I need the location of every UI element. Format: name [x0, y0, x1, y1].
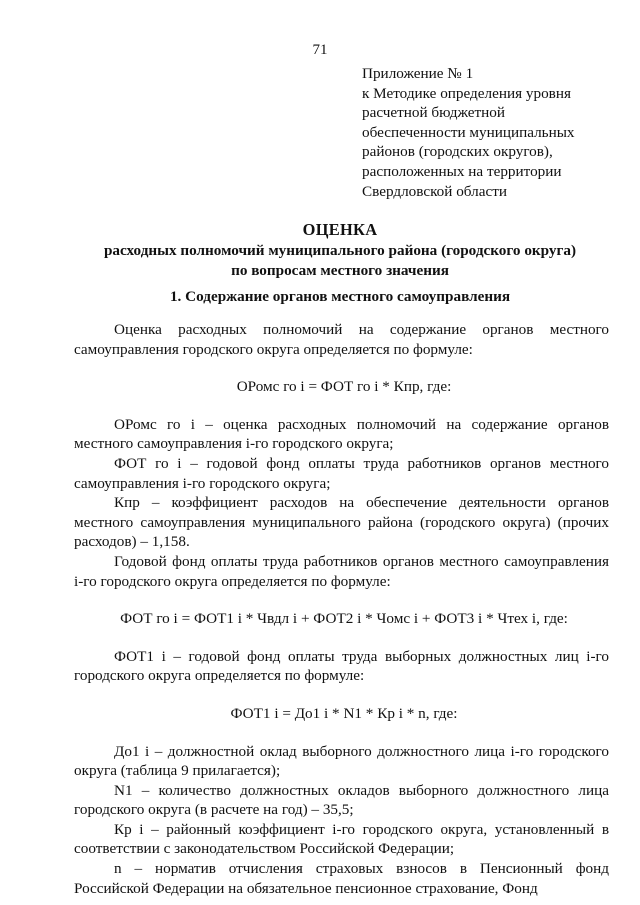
formula-fot: ФОТ го i = ФОТ1 i * Чвдл i + ФОТ2 i * Чомс i + ФОТ3 i * Чтех i, где:: [120, 610, 568, 628]
definition-fot1: ФОТ1 i – годовой фонд оплаты труда выборных должностных лиц i-го городского округа определяется по формуле:: [74, 647, 609, 685]
appendix-line: к Методике определения уровня: [362, 84, 571, 102]
appendix-line: расположенных на территории: [362, 162, 562, 180]
appendix-line: Свердловской области: [362, 182, 507, 200]
document-title: [0, 219, 640, 280]
title-line-2: расходных полномочий муниципального района (городского округа): [103, 242, 577, 259]
intro-paragraph: Оценка расходных полномочий на содержание органов местного самоуправления городского округа определяется по формуле:: [74, 321, 609, 358]
definition-do1: До1 i – должностной оклад выборного должностного лица i-го городского округа (таблица 9 прилагается);: [74, 742, 609, 780]
appendix-line: расчетной бюджетной: [362, 104, 505, 122]
definition-oroms: ОРомс го i – оценка расходных полномочий на содержание органов местного самоуправления i-го городского округа;: [74, 415, 609, 453]
definition-kpr: Кпр – коэффициент расходов на обеспечение деятельности органов местного самоуправления муниципального района (городского округа) (прочих расходов) – 1,158.: [74, 494, 609, 551]
definition-n1: N1 – количество должностных окладов выборного должностного лица городского округа (в расчете на год) – 35,5;: [74, 781, 609, 819]
definition-n: n – норматив отчисления страховых взносов в Пенсионный фонд Российской Федерации на обязательное пенсионное страхование, Фонд: [74, 860, 609, 897]
appendix-line: районов (городских округов),: [362, 143, 553, 161]
definition-kr: Кр i – районный коэффициент i-го городского округа, установленный в соответствии с законодательством Российской Федерации;: [74, 820, 609, 858]
fot-paragraph: Годовой фонд оплаты труда работников органов местного самоуправления i-го городского округа определяется по формуле:: [74, 552, 609, 590]
formula-fot1: ФОТ1 i = До1 i * N1 * Кр i * n, где:: [230, 704, 458, 722]
section-heading: 1. Содержание органов местного самоуправления: [169, 288, 511, 305]
page-number: 71: [312, 42, 328, 58]
definition-fot: ФОТ го i – годовой фонд оплаты труда работников органов местного самоуправления i-го городского округа;: [74, 454, 609, 492]
appendix-note: [362, 64, 622, 201]
appendix-line: обеспеченности муниципальных: [362, 123, 575, 141]
title-line-3: по вопросам местного значения: [231, 261, 449, 279]
formula-oroms: ОРомс го i = ФОТ го i * Кпр, где:: [236, 378, 452, 396]
title-main: ОЦЕНКА: [302, 220, 378, 239]
appendix-line: Приложение № 1: [362, 65, 474, 82]
section-body: [74, 320, 609, 898]
